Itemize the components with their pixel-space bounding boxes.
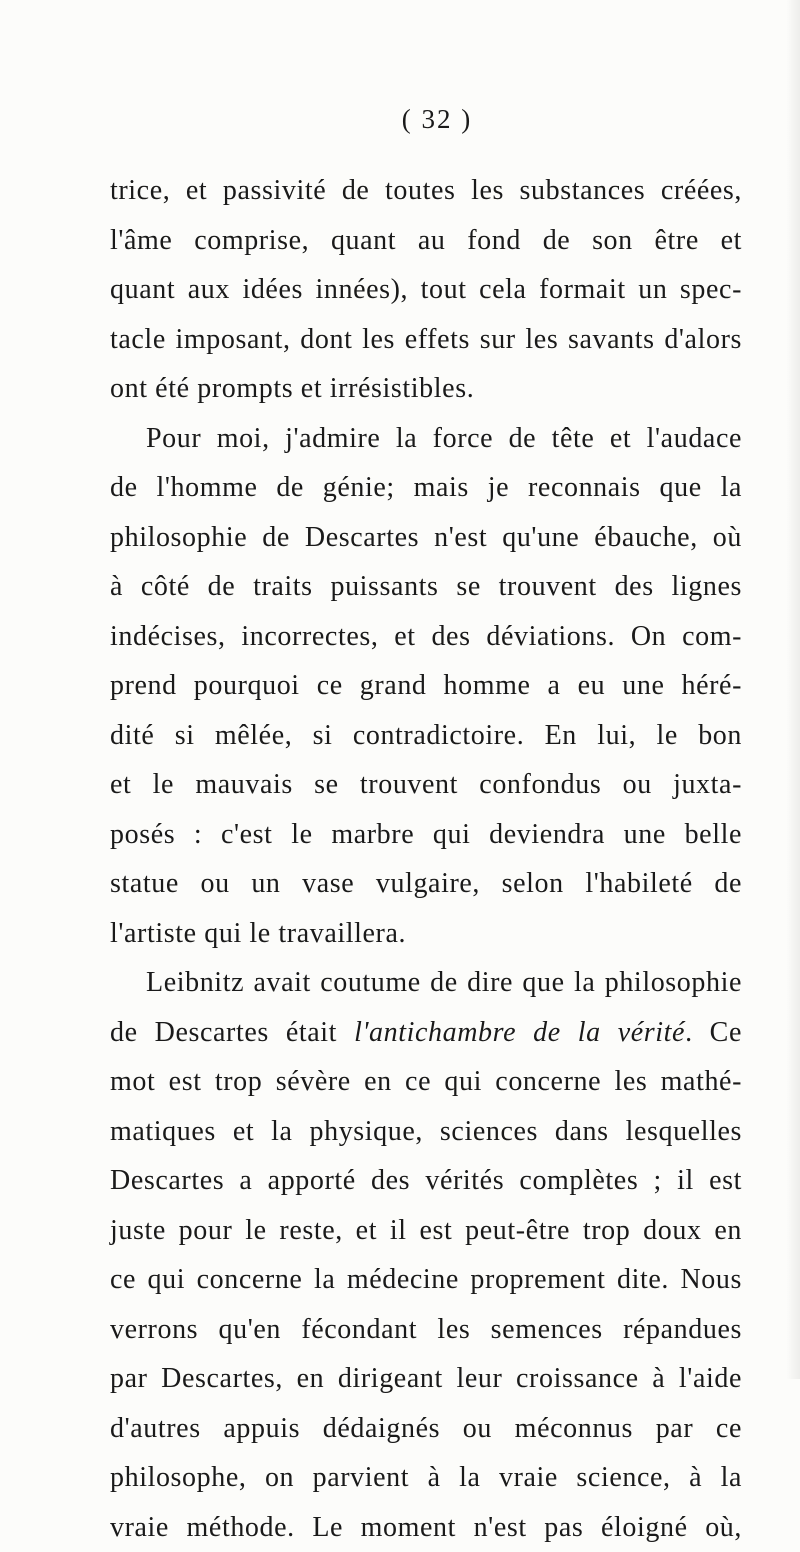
italic-phrase: l'antichambre de la vérité xyxy=(354,1017,685,1048)
text-line xyxy=(110,1008,742,1058)
text-line: Leibnitz avait coutume de dire que la philosophie xyxy=(110,958,742,1008)
page-edge-shadow xyxy=(786,0,800,1379)
text-line: par Descartes, en dirigeant leur croissance à l'aide xyxy=(110,1354,742,1404)
text-line: ont été prompts et irrésistibles. xyxy=(110,364,742,414)
text-line: philosophe, on parvient à la vraie science, à la xyxy=(110,1453,742,1503)
text-line: à côté de traits puissants se trouvent des lignes xyxy=(110,562,742,612)
text-line: de l'homme de génie; mais je reconnais que la xyxy=(110,463,742,513)
text-line: quant aux idées innées), tout cela formait un spec- xyxy=(110,265,742,315)
body-text xyxy=(110,166,742,1552)
text-line: Pour moi, j'admire la force de tête et l'audace xyxy=(110,414,742,464)
text-line: prend pourquoi ce grand homme a eu une héré- xyxy=(110,661,742,711)
text-line: verrons qu'en fécondant les semences répandues xyxy=(110,1305,742,1355)
text-line: dité si mêlée, si contradictoire. En lui, le bon xyxy=(110,711,742,761)
text-line: l'artiste qui le travaillera. xyxy=(110,909,742,959)
text-line: Descartes a apporté des vérités complètes ; il est xyxy=(110,1156,742,1206)
text-line: vraie méthode. Le moment n'est pas éloigné où, xyxy=(110,1503,742,1552)
text-line: d'autres appuis dédaignés ou méconnus par ce xyxy=(110,1404,742,1454)
page-number: ( 32 ) xyxy=(0,104,800,135)
text-line: philosophie de Descartes n'est qu'une ébauche, où xyxy=(110,513,742,563)
text-line: l'âme comprise, quant au fond de son être et xyxy=(110,216,742,266)
text-line: trice, et passivité de toutes les substances créées, xyxy=(110,166,742,216)
text-line: ce qui concerne la médecine proprement dite. Nous xyxy=(110,1255,742,1305)
text-line: indécises, incorrectes, et des déviations. On com- xyxy=(110,612,742,662)
text-segment: . Ce xyxy=(685,1017,742,1048)
text-line: mot est trop sévère en ce qui concerne les mathé- xyxy=(110,1057,742,1107)
text-line: et le mauvais se trouvent confondus ou juxta- xyxy=(110,760,742,810)
text-line: statue ou un vase vulgaire, selon l'habileté de xyxy=(110,859,742,909)
text-segment: de Descartes était xyxy=(110,1017,354,1048)
text-line: posés : c'est le marbre qui deviendra une belle xyxy=(110,810,742,860)
text-line: juste pour le reste, et il est peut-être trop doux en xyxy=(110,1206,742,1256)
text-line: tacle imposant, dont les effets sur les savants d'alors xyxy=(110,315,742,365)
text-line: matiques et la physique, sciences dans lesquelles xyxy=(110,1107,742,1157)
